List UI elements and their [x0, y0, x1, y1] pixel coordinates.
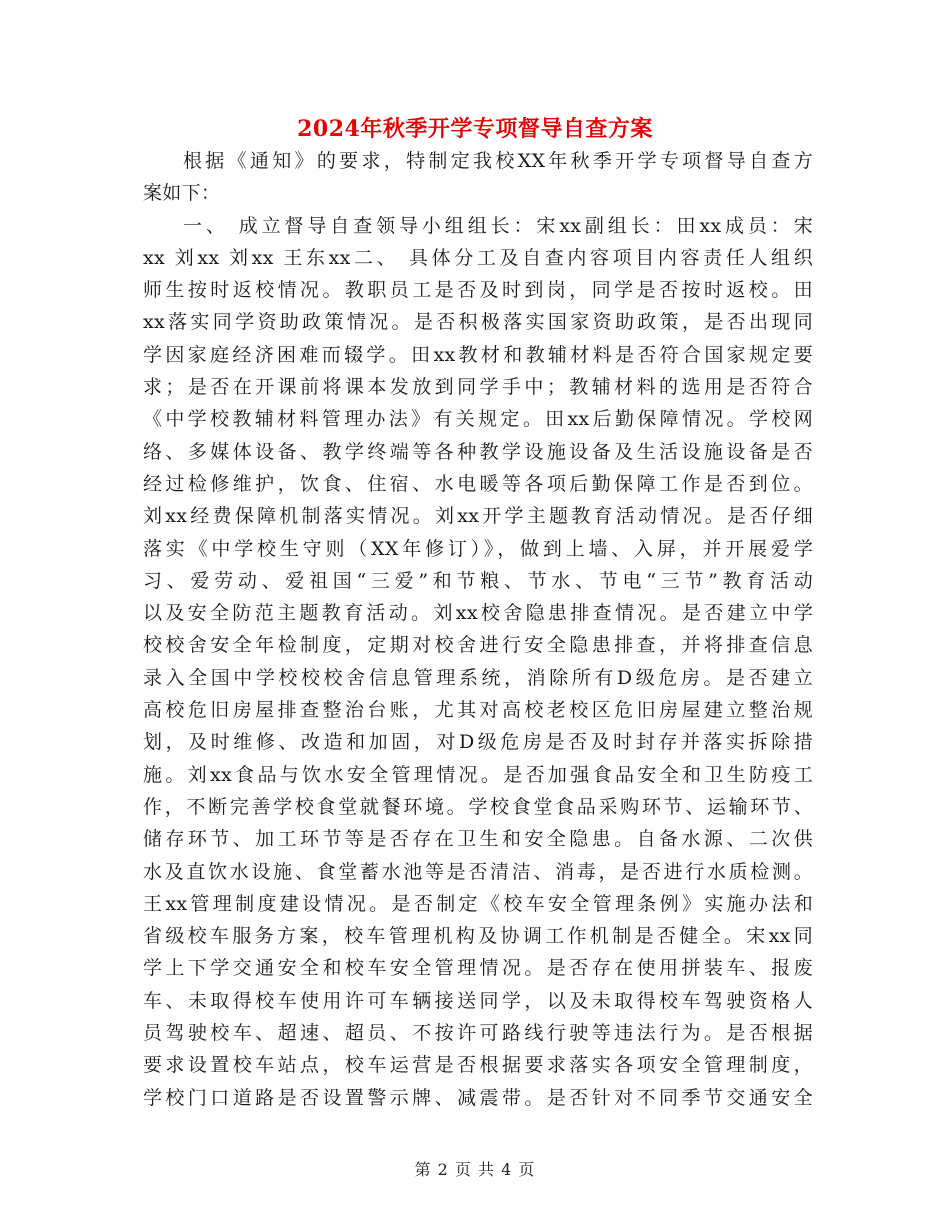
body-line: 车、未取得校车使用许可车辆接送同学，以及未取得校车驾驶资格人: [143, 989, 813, 1012]
body-line: 学因家庭经济困难而辍学。田xx教材和教辅材料是否符合国家规定要: [143, 343, 813, 366]
document-body: [143, 145, 813, 1114]
body-line: 王xx管理制度建设情况。是否制定《校车安全管理条例》实施办法和: [143, 892, 813, 915]
body-line: 学校门口道路是否设置警示牌、减震带。是否针对不同季节交通安全: [143, 1086, 813, 1109]
body-line: 学上下学交通安全和校车安全管理情况。是否存在使用拼装车、报废: [143, 957, 813, 980]
body-line: 储存环节、加工环节等是否存在卫生和安全隐患。自备水源、二次供: [143, 828, 813, 851]
body-line: 以及安全防范主题教育活动。刘xx校舍隐患排查情况。是否建立中学: [143, 602, 813, 625]
body-line: xx落实同学资助政策情况。是否积极落实国家资助政策，是否出现同: [143, 311, 813, 334]
body-line: 录入全国中学校校校舍信息管理系统，消除所有D级危房。是否建立: [143, 666, 813, 689]
body-line: 经过检修维护，饮食、住宿、水电暖等各项后勤保障工作是否到位。: [143, 472, 813, 495]
body-line: 案如下：: [143, 182, 221, 205]
document-title: 2024年秋季开学专项督导自查方案: [297, 116, 653, 142]
body-line: 络、多媒体设备、教学终端等各种教学设施设备及生活设施设备是否: [143, 440, 813, 463]
body-line: 员驾驶校车、超速、超员、不按许可路线行驶等违法行为。是否根据: [143, 1022, 813, 1045]
body-line: 要求设置校车站点，校车运营是否根据要求落实各项安全管理制度，: [143, 1054, 813, 1077]
body-line: 师生按时返校情况。教职员工是否及时到岗，同学是否按时返校。田: [143, 279, 813, 302]
body-line: 校校舍安全年检制度，定期对校舍进行安全隐患排查，并将排查信息: [143, 634, 813, 657]
body-line: 根据《通知》的要求，特制定我校XX年秋季开学专项督导自查方: [183, 150, 813, 172]
body-line: 划，及时维修、改造和加固，对D级危房是否及时封存并落实拆除措: [143, 731, 813, 754]
body-line: 《中学校教辅材料管理办法》有关规定。田xx后勤保障情况。学校网: [143, 408, 813, 431]
body-line: 水及直饮水设施、食堂蓄水池等是否清洁、消毒，是否进行水质检测。: [143, 860, 813, 883]
page-footer: 第 2 页 共 4 页: [414, 1160, 536, 1179]
body-line: 刘xx经费保障机制落实情况。刘xx开学主题教育活动情况。是否仔细: [143, 505, 813, 528]
body-line: 作，不断完善学校食堂就餐环境。学校食堂食品采购环节、运输环节、: [143, 795, 813, 818]
body-line: 施。刘xx食品与饮水安全管理情况。是否加强食品安全和卫生防疫工: [143, 763, 813, 786]
body-line: 落实《中学校生守则（XX年修订）》，做到上墙、入屏，并开展爱学: [143, 537, 813, 560]
body-line: 一、 成立督导自查领导小组组长：宋xx副组长：田xx成员：宋: [183, 214, 813, 237]
body-line: 求；是否在开课前将课本发放到同学手中；教辅材料的选用是否符合: [143, 376, 813, 399]
body-line: 高校危旧房屋排查整治台账，尤其对高校老校区危旧房屋建立整治规: [143, 699, 813, 722]
body-line: xx 刘xx 刘xx 王东xx二、 具体分工及自查内容项目内容责任人组织: [143, 246, 813, 269]
body-line: 省级校车服务方案，校车管理机构及协调工作机制是否健全。宋xx同: [143, 925, 813, 948]
body-line: 习、爱劳动、爱祖国“三爱”和节粮、节水、节电“三节”教育活动: [143, 569, 813, 592]
